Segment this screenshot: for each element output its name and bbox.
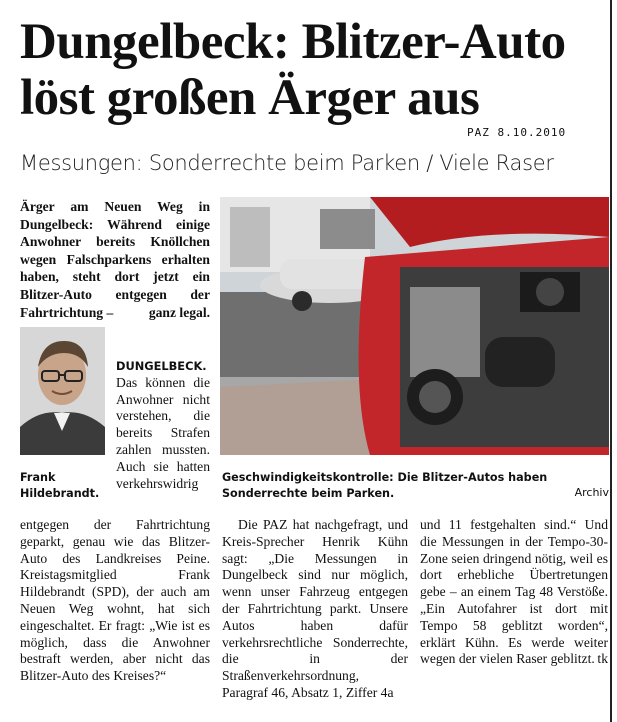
body-column-3-text: und 11 festgehalten sind.“ Und die Messungen in der Tempo-30-Zone seien dringend nötig, weil es dort erhebliche Übertretungen gebe – an einem Tag 48 Verstöße. „Ein Autofahrer ist dort mit Tempo 58 geblitzt worden“, erklärt Kühn. Es werde weiter wegen der vielen Raser geblitzt. [420,517,608,667]
body-column-3 [420,517,608,668]
source-stamp: PAZ 8.10.2010 [467,126,567,139]
portrait-caption-line-2: Hildebrandt. [20,487,100,500]
photo-credit: Archiv [574,486,609,499]
headline-line-1: Dungelbeck: Blitzer-Auto [20,14,566,70]
portrait-caption-line-1: Frank [20,471,56,484]
portrait-illustration [20,327,105,455]
body-narrow-paragraph [116,358,210,492]
body-column-2: Die PAZ hat nachgefragt, und Kreis-Sprecher Henrik Kühn sagt: „Die Messungen in Dungelbeck sind nur möglich, wenn unser Fahrzeug entgegen der Fahrtrichtung parkt. Unsere Autos haben dafür verkehrsrechtliche Sonderrechte, die in der Straßenverkehrsordnung, Paragraf 46, Absatz 1, Ziffer 4a [222,517,408,700]
photo-caption: Geschwindigkeitskontrolle: Die Blitzer-Autos haben Sonderrechte beim Parken. [222,471,548,500]
headline-line-2: löst großen Ärger aus [20,70,480,126]
headline [20,14,610,126]
dateline: DUNGELBECK. [116,359,207,373]
lead-paragraph: Ärger am Neuen Weg in Dungelbeck: Während einige Anwohner bereits Knöllchen wegen Falschparkens erhalten haben, steht dort jetzt ein Blitzer-Auto entgegen der Fahrtrichtung – [20,199,210,320]
author-signature: tk [597,651,608,667]
photo-illustration [220,197,609,455]
body-column-1: entgegen der Fahrtrichtung geparkt, genau wie das Blitzer-Auto des Landkreises Peine. Kreistagsmitglied Frank Hildebrandt (SPD), der auch am Neuen Weg wohnt, hat sich eingeschaltet. Er fragt: „Wie ist es möglich, dass die Anwohner bestraft werden, aber nicht das Blitzer-Auto des Kreises?“ [20,517,210,684]
column-rule [610,0,612,722]
subheadline: Messungen: Sonderrechte beim Parken / Viele Raser [20,151,554,175]
lead-end: ganz legal. [148,305,210,320]
portrait-photo [20,327,105,455]
portrait-caption [20,470,114,502]
body-narrow-text: Das können die Anwohner nicht verstehen, die bereits Strafen zahlen mussten. Auch sie hatten verkehrswidrig [116,374,210,491]
article-photo [220,197,609,455]
